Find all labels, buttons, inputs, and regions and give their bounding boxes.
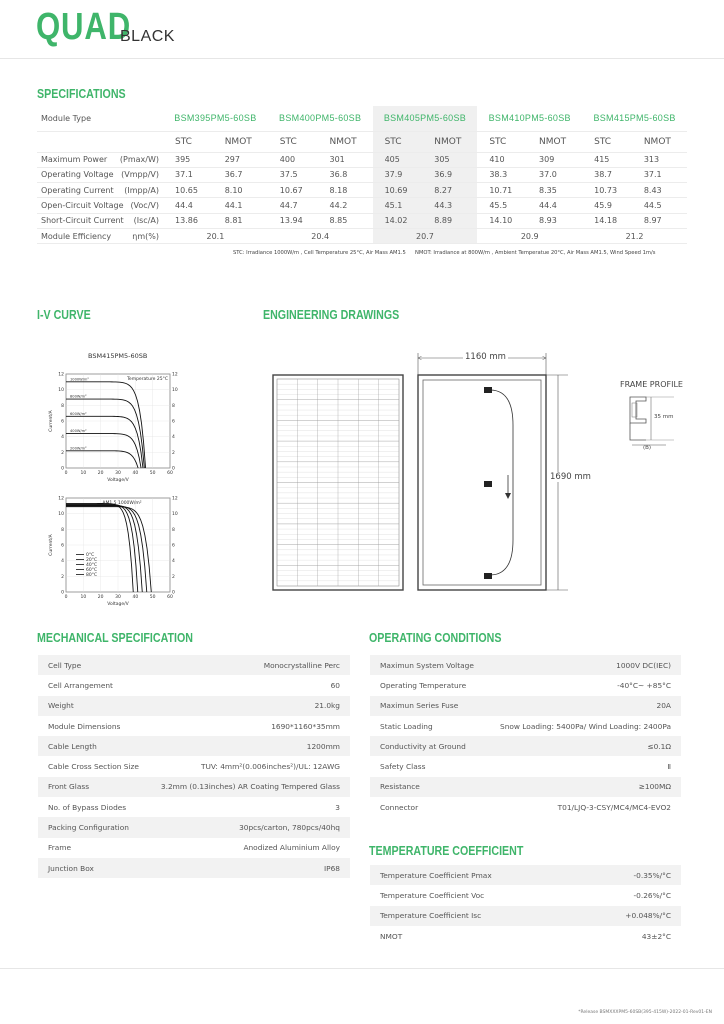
spec-cell: 8.10 <box>213 183 268 198</box>
temperature-list <box>370 865 681 946</box>
y-tick-label: 10 <box>58 388 64 394</box>
sub-header: NMOT <box>632 131 687 152</box>
spec-list-label: No. of Bypass Diodes <box>48 802 127 812</box>
spec-row-unit: (Isc/A) <box>133 216 159 226</box>
sub-header: NMOT <box>317 131 372 152</box>
spec-list-row <box>370 885 681 905</box>
spec-list-label: Resistance <box>380 782 420 792</box>
spec-row-name: Short-Circuit Current <box>41 216 124 226</box>
spec-row-label <box>37 198 163 213</box>
spec-cell: 38.3 <box>477 167 527 182</box>
spec-row-unit: (Voc/V) <box>130 201 159 211</box>
x-axis-label: Voltage/V <box>107 602 129 607</box>
spec-list-value: Snow Loading: 5400Pa/ Wind Loading: 2400Pa <box>500 721 671 731</box>
legend-label: 0°C <box>86 552 95 558</box>
spec-cell: 37.1 <box>632 167 687 182</box>
note-stc: STC: Irradiance 1000W/m , Cell Temperature 25°C, Air Mass AM1.5 <box>233 250 406 256</box>
y-tick-label: 2 <box>61 450 64 456</box>
y2-tick-label: 6 <box>172 419 175 425</box>
frame-b-label: (B) <box>643 445 652 451</box>
efficiency-value: 20.9 <box>477 228 582 243</box>
spec-cell: 8.81 <box>213 213 268 228</box>
frame-height-label: 35 mm <box>654 414 674 420</box>
series-label: 1000W/m² <box>70 377 89 382</box>
sub-header: STC <box>373 131 423 152</box>
legend-label: 80°C <box>86 572 98 578</box>
spec-list-row <box>370 906 681 926</box>
spec-row-unit: ηm(%) <box>132 231 159 241</box>
spec-list-row <box>38 777 350 797</box>
spec-row-unit: (Pmax/W) <box>119 155 159 165</box>
x-tick-label: 0 <box>64 471 68 476</box>
spec-cell: 37.0 <box>527 167 582 182</box>
y-tick-label: 12 <box>58 372 64 378</box>
sub-header: STC <box>477 131 527 152</box>
spec-row-unit: (Impp/A) <box>124 185 159 195</box>
spec-list-label: Temperature Coefficient Isc <box>380 911 482 921</box>
x-tick-label: 50 <box>149 471 156 476</box>
y-tick-label: 4 <box>61 559 64 565</box>
y2-tick-label: 10 <box>172 388 178 394</box>
mechanical-title: MECHANICAL SPECIFICATION <box>37 630 193 645</box>
spec-list-value: IP68 <box>323 863 340 873</box>
y2-tick-label: 8 <box>172 527 175 533</box>
spec-list-value: +0.048%/°C <box>625 911 671 921</box>
spec-list-row <box>370 865 681 885</box>
mechanical-list <box>38 655 350 878</box>
spec-row-name: Operating Current <box>41 185 114 195</box>
series-label: 600W/m² <box>70 411 87 416</box>
spec-cell: 313 <box>632 152 687 167</box>
spec-cell: 38.7 <box>582 167 632 182</box>
spec-cell: 309 <box>527 152 582 167</box>
spec-list-value: ≤0.1Ω <box>647 741 671 751</box>
y-tick-label: 8 <box>61 403 64 409</box>
spec-list-value: -0.26%/°C <box>633 890 671 900</box>
spec-list-label: Weight <box>48 701 74 711</box>
legend-label: 20°C <box>86 557 98 563</box>
spec-list-row <box>38 817 350 837</box>
x-tick-label: 0 <box>64 595 68 600</box>
spec-list-row <box>38 838 350 858</box>
spec-list-label: Front Glass <box>48 782 90 792</box>
spec-list-label: Temperature Coefficient Voc <box>380 890 485 900</box>
spec-cell: 45.9 <box>582 198 632 213</box>
y-tick-label: 6 <box>61 543 64 549</box>
x-tick-label: 10 <box>80 471 87 476</box>
spec-list-value: Ⅱ <box>667 762 671 772</box>
spec-list-label: Cable Length <box>48 741 97 751</box>
spec-list-value: 43±2°C <box>641 931 671 941</box>
spec-list-row <box>38 716 350 736</box>
spec-list-value: 60 <box>330 680 340 690</box>
spec-cell: 10.67 <box>268 183 318 198</box>
footer-release: *Release BSMXXXPM5-60SB(395-415W)-2022-01-Rev01-EN <box>578 1010 712 1015</box>
spec-list-row <box>38 756 350 776</box>
spec-cell: 305 <box>422 152 477 167</box>
specifications-title: SPECIFICATIONS <box>37 86 126 101</box>
spec-cell: 8.85 <box>317 213 372 228</box>
y-tick-label: 8 <box>61 527 64 533</box>
spec-list-row <box>38 675 350 695</box>
spec-cell: 8.89 <box>422 213 477 228</box>
brand-variant: BLACK <box>120 28 175 45</box>
spec-list-label: Maximun Series Fuse <box>380 701 459 711</box>
spec-cell: 44.7 <box>268 198 318 213</box>
engineering-title: ENGINEERING DRAWINGS <box>263 307 400 322</box>
header-divider <box>0 58 724 59</box>
spec-cell: 14.02 <box>373 213 423 228</box>
x-tick-label: 20 <box>97 595 104 600</box>
y2-tick-label: 2 <box>172 574 175 580</box>
x-axis-label: Voltage/V <box>107 478 129 483</box>
y2-tick-label: 8 <box>172 403 175 409</box>
spec-list-row <box>370 736 681 756</box>
spec-list-row <box>370 675 681 695</box>
spec-list-value: 21.0kg <box>314 701 340 711</box>
spec-list-value: 3.2mm (0.13inches) AR Coating Tempered Glass <box>160 782 340 792</box>
efficiency-value: 20.4 <box>268 228 373 243</box>
height-dimension: 1690 mm <box>550 472 591 482</box>
spec-list-value: T01/LJQ-3-CSY/MC4/MC4-EVO2 <box>557 802 671 812</box>
series-label: 200W/m² <box>70 446 87 451</box>
spec-table <box>37 106 687 244</box>
x-tick-label: 50 <box>149 595 156 600</box>
iv-curve-title: I-V CURVE <box>37 307 91 322</box>
spec-list-value: TUV: 4mm²(0.006inches²)/UL: 12AWG <box>201 762 340 772</box>
frame-profile-title: FRAME PROFILE <box>620 380 683 389</box>
footer-divider <box>0 968 724 969</box>
spec-list-row <box>38 655 350 675</box>
spec-cell: 10.65 <box>163 183 213 198</box>
sub-header: NMOT <box>213 131 268 152</box>
spec-cell: 37.9 <box>373 167 423 182</box>
spec-row-label <box>37 213 163 228</box>
spec-list-row <box>370 797 681 817</box>
spec-list-label: Cell Type <box>48 660 82 670</box>
spec-list-label: Operating Temperature <box>380 680 467 690</box>
y-tick-label: 6 <box>61 419 64 425</box>
spec-cell: 36.9 <box>422 167 477 182</box>
y-tick-label: 0 <box>61 466 64 472</box>
spec-list-value: ≥100MΩ <box>638 782 671 792</box>
operating-list <box>370 655 681 817</box>
y-tick-label: 2 <box>61 574 64 580</box>
spec-list-value: 1000V DC(IEC) <box>616 660 671 670</box>
spec-cell: 44.4 <box>527 198 582 213</box>
spec-cell: 14.18 <box>582 213 632 228</box>
y2-tick-label: 6 <box>172 543 175 549</box>
y-tick-label: 0 <box>61 590 64 596</box>
y2-tick-label: 4 <box>172 435 175 441</box>
spec-list-value: 20A <box>656 701 671 711</box>
iv-chart-title: BSM415PM5-60SB <box>88 352 148 360</box>
spec-cell: 301 <box>317 152 372 167</box>
sub-header: STC <box>582 131 632 152</box>
spec-row-name: Maximum Power <box>41 155 108 165</box>
spec-cell: 44.4 <box>163 198 213 213</box>
spec-row-name: Module Efficiency <box>41 231 112 241</box>
spec-cell: 37.5 <box>268 167 318 182</box>
y-tick-label: 10 <box>58 512 64 518</box>
spec-list-label: Cable Cross Section Size <box>48 762 139 772</box>
spec-list-label: Frame <box>48 843 72 853</box>
y2-tick-label: 0 <box>172 590 175 596</box>
legend-label: 60°C <box>86 567 98 573</box>
series-label: 400W/m² <box>70 429 87 434</box>
spec-cell: 36.7 <box>213 167 268 182</box>
x-tick-label: 20 <box>97 471 104 476</box>
spec-row-label <box>37 183 163 198</box>
spec-cell: 13.86 <box>163 213 213 228</box>
spec-list-value: Anodized Aluminium Alloy <box>243 843 340 853</box>
sub-header: STC <box>268 131 318 152</box>
efficiency-value: 20.1 <box>163 228 268 243</box>
spec-list-row <box>370 716 681 736</box>
spec-cell: 8.43 <box>632 183 687 198</box>
spec-row-name: Operating Voltage <box>41 170 114 180</box>
legend-label: 40°C <box>86 562 98 568</box>
spec-list-label: Maximun System Voltage <box>380 660 474 670</box>
y-tick-label: 12 <box>58 496 64 502</box>
spec-row-label <box>37 152 163 167</box>
spec-cell: 10.71 <box>477 183 527 198</box>
spec-list-label: Safety Class <box>380 762 426 772</box>
temperature-title: TEMPERATURE COEFFICIENT <box>369 843 524 858</box>
spec-list-value: 3 <box>335 802 340 812</box>
spec-cell: 8.27 <box>422 183 477 198</box>
spec-list-row <box>38 696 350 716</box>
spec-list-label: Cell Arrangement <box>48 680 113 690</box>
iv-chart-irradiance <box>46 366 184 484</box>
operating-title: OPERATING CONDITIONS <box>369 630 502 645</box>
x-tick-label: 10 <box>80 595 87 600</box>
x-tick-label: 30 <box>115 595 121 600</box>
spec-cell: 400 <box>268 152 318 167</box>
y-axis-label: Current/A <box>49 534 54 556</box>
efficiency-value: 20.7 <box>373 228 478 243</box>
spec-cell: 45.5 <box>477 198 527 213</box>
brand-name: QUAD <box>36 6 132 48</box>
model-header: BSM400PM5-60SB <box>268 106 373 131</box>
sub-header: STC <box>163 131 213 152</box>
spec-list-label: Static Loading <box>380 721 433 731</box>
spec-list-row <box>370 655 681 675</box>
x-tick-label: 30 <box>115 471 121 476</box>
spec-row-name: Open-Circuit Voltage <box>41 201 124 211</box>
spec-row-unit: (Vmpp/V) <box>121 170 159 180</box>
spec-list-value: -0.35%/°C <box>633 870 671 880</box>
spec-list-label: Packing Configuration <box>48 823 129 833</box>
spec-cell: 8.93 <box>527 213 582 228</box>
spec-cell: 45.1 <box>373 198 423 213</box>
y2-tick-label: 12 <box>172 372 178 378</box>
model-header: BSM410PM5-60SB <box>477 106 582 131</box>
sub-header: NMOT <box>422 131 477 152</box>
x-tick-label: 40 <box>132 595 139 600</box>
spec-row-label <box>37 228 163 243</box>
spec-cell: 44.5 <box>632 198 687 213</box>
spec-list-row <box>370 756 681 776</box>
spec-list-label: NMOT <box>380 931 403 941</box>
spec-list-label: Module Dimensions <box>48 721 121 731</box>
frame-profile <box>630 397 674 445</box>
y2-tick-label: 12 <box>172 496 178 502</box>
spec-cell: 297 <box>213 152 268 167</box>
spec-list-row <box>370 777 681 797</box>
y2-tick-label: 10 <box>172 512 178 518</box>
spec-cell: 44.2 <box>317 198 372 213</box>
model-header: BSM395PM5-60SB <box>163 106 268 131</box>
spec-list-row <box>38 797 350 817</box>
spec-cell: 415 <box>582 152 632 167</box>
spec-list-row <box>370 926 681 946</box>
spec-cell: 8.35 <box>527 183 582 198</box>
spec-cell: 8.18 <box>317 183 372 198</box>
spec-cell: 405 <box>373 152 423 167</box>
note-nmot: NMOT: Irradiance at 800W/m , Ambient Temperatue 20°C, Air Mass AM1.5, Wind Speed 1m/s <box>415 250 656 256</box>
model-header: BSM415PM5-60SB <box>582 106 687 131</box>
spec-cell: 36.8 <box>317 167 372 182</box>
chart-annotation: AM1.5 1000W/m² <box>102 501 142 506</box>
x-tick-label: 60 <box>167 595 173 600</box>
y2-tick-label: 4 <box>172 559 175 565</box>
spec-list-row <box>38 858 350 878</box>
y-axis-label: Current/A <box>49 410 54 432</box>
x-tick-label: 60 <box>167 471 173 476</box>
y2-tick-label: 0 <box>172 466 175 472</box>
spec-cell: 44.1 <box>213 198 268 213</box>
x-tick-label: 40 <box>132 471 139 476</box>
series-label: 800W/m² <box>70 394 87 399</box>
spec-cell: 14.10 <box>477 213 527 228</box>
spec-list-label: Conductivity at Ground <box>380 741 466 751</box>
spec-cell: 13.94 <box>268 213 318 228</box>
spec-list-row <box>370 696 681 716</box>
spec-cell: 410 <box>477 152 527 167</box>
spec-list-value: 1200mm <box>306 741 340 751</box>
spec-list-value: Monocrystalline Perc <box>263 660 340 670</box>
width-dimension: 1160 mm <box>465 352 506 362</box>
spec-list-row <box>38 736 350 756</box>
chart-annotation: Temperature 25°C <box>126 377 168 382</box>
spec-cell: 37.1 <box>163 167 213 182</box>
model-header: BSM405PM5-60SB <box>373 106 478 131</box>
efficiency-value: 21.2 <box>582 228 687 243</box>
spec-cell: 44.3 <box>422 198 477 213</box>
spec-row-label <box>37 167 163 182</box>
spec-list-label: Connector <box>380 802 419 812</box>
spec-list-label: Temperature Coefficient Pmax <box>380 870 492 880</box>
spec-list-value: 30pcs/carton, 780pcs/40hq <box>239 823 340 833</box>
front-view <box>273 375 403 590</box>
spec-cell: 395 <box>163 152 213 167</box>
brand-logo <box>36 6 175 49</box>
spec-cell: 8.97 <box>632 213 687 228</box>
spec-list-value: 1690*1160*35mm <box>271 721 340 731</box>
spec-cell: 10.73 <box>582 183 632 198</box>
spec-cell: 10.69 <box>373 183 423 198</box>
y2-tick-label: 2 <box>172 450 175 456</box>
iv-chart-temperature <box>46 490 184 608</box>
spec-list-value: -40°C~ +85°C <box>617 680 671 690</box>
sub-header: NMOT <box>527 131 582 152</box>
back-view <box>418 353 568 590</box>
y-tick-label: 4 <box>61 435 64 441</box>
spec-list-label: Junction Box <box>48 863 94 873</box>
spec-header-label: Module Type <box>37 106 163 131</box>
